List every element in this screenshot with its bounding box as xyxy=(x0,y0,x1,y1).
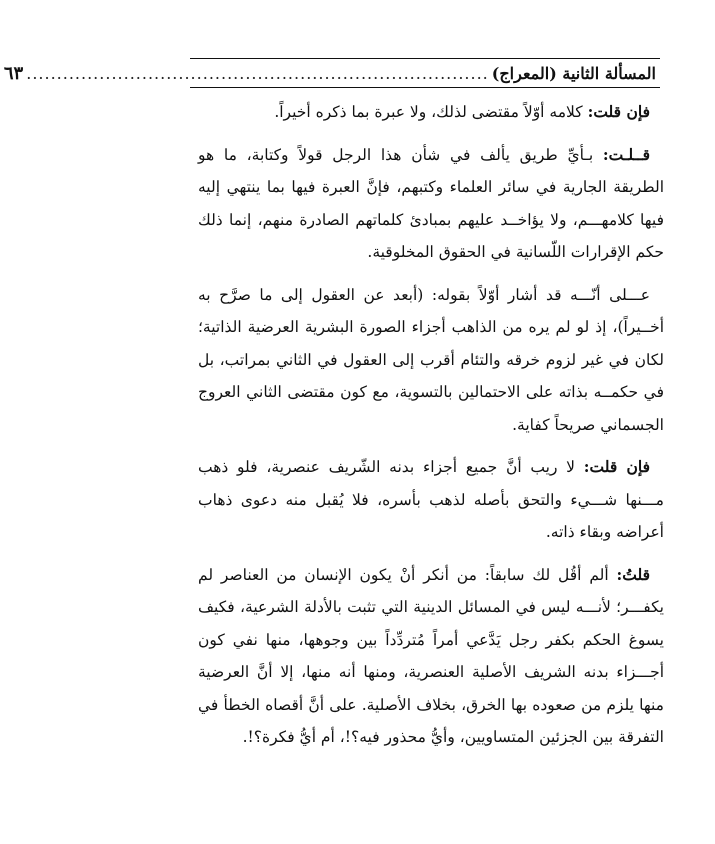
paragraph-1 xyxy=(198,96,664,129)
paragraph-1-text: كلامه أوّلاً مقتضى لذلك، ولا عبرة بما ذكره أخيراً. xyxy=(274,103,588,121)
header-dot-leader: ............................................................................ xyxy=(26,63,489,83)
paragraph-3-text: عـــلى أنّـــه قد أشار أوّلاً بقوله: (أبعد عن العقول إلى ما صرَّح به أخــيراً)، إذ لو لم يره من الذاهب أجزاء الصورة البشرية العرضية الذاتية؛ لكان في غير لزوم خرقه والتئام أقرب إلى العقول في الثاني بمراتب، بل في حكمــه بذاته على الاحتمالين بالتسوية، مع كون مقتضى الثاني العروج الجسماني صريحاً كفاية. xyxy=(198,285,664,434)
paragraph-5 xyxy=(198,559,664,754)
paragraph-4-text: لا ريب أنَّ جميع أجزاء بدنه الشّريف عنصرية، فلو ذهب مـــنها شـــيء والتحق بأصله لذهب بأسره، فلا يُقبل منه دعوى ذهاب أعراضه وبقاء ذاته. xyxy=(198,458,664,541)
running-header xyxy=(3,58,660,88)
header-title: المسألة الثانية (المعراج) xyxy=(491,63,656,83)
paragraph-4 xyxy=(198,451,664,549)
paragraph-4-lead: فإن قلت: xyxy=(583,457,650,476)
paragraph-1-lead: فإن قلت: xyxy=(587,102,650,121)
page-body xyxy=(198,96,664,764)
paragraph-3 xyxy=(198,279,664,442)
paragraph-2 xyxy=(198,139,664,269)
paragraph-5-lead: قلتُ: xyxy=(616,564,650,584)
paragraph-2-lead: قــلـت: xyxy=(602,144,650,164)
paragraph-2-text: بـأيِّ طريق يألف في شأن هذا الرجل قولاً وكتابة، ما هو الطريقة الجارية في سائر العلماء وكتبهم، فإنَّ العبرة فيها بما ينتهي إليه فيها كلامهـــم، ولا يؤاخــد عليهم بمبادئ كلماتهم الصادرة منهم، إنما ذلك حكم الإقرارات اللّسانية في الحقوق المخلوقية. xyxy=(198,145,664,261)
paragraph-5-text: ألم أقُل لك سابقاً: من أنكر أنْ يكون الإنسان من العناصر لم يكفـــر؛ لأنـــه ليس في المسائل الدينية التي تثبت بالأدلة الشرعية، فكيف يسوغ الحكم بكفر رجل يَدَّعي أمراً مُتردِّداً بين وجوهها، منها نفي كون أجـــزاء بدنه الشريف الأصلية العنصرية، ومنها أنه منها، إلا أنَّ العرضية منها يلزم من صعوده بها الخرق، بخلاف الأصلية. على أنَّ أقصاه الخطأ في التفرقة بين الجزئين المتساويين، وأيُّ محذور فيه؟!، أم أيُّ فكرة؟!. xyxy=(198,565,664,746)
page-number: ٦٣ xyxy=(3,62,24,84)
